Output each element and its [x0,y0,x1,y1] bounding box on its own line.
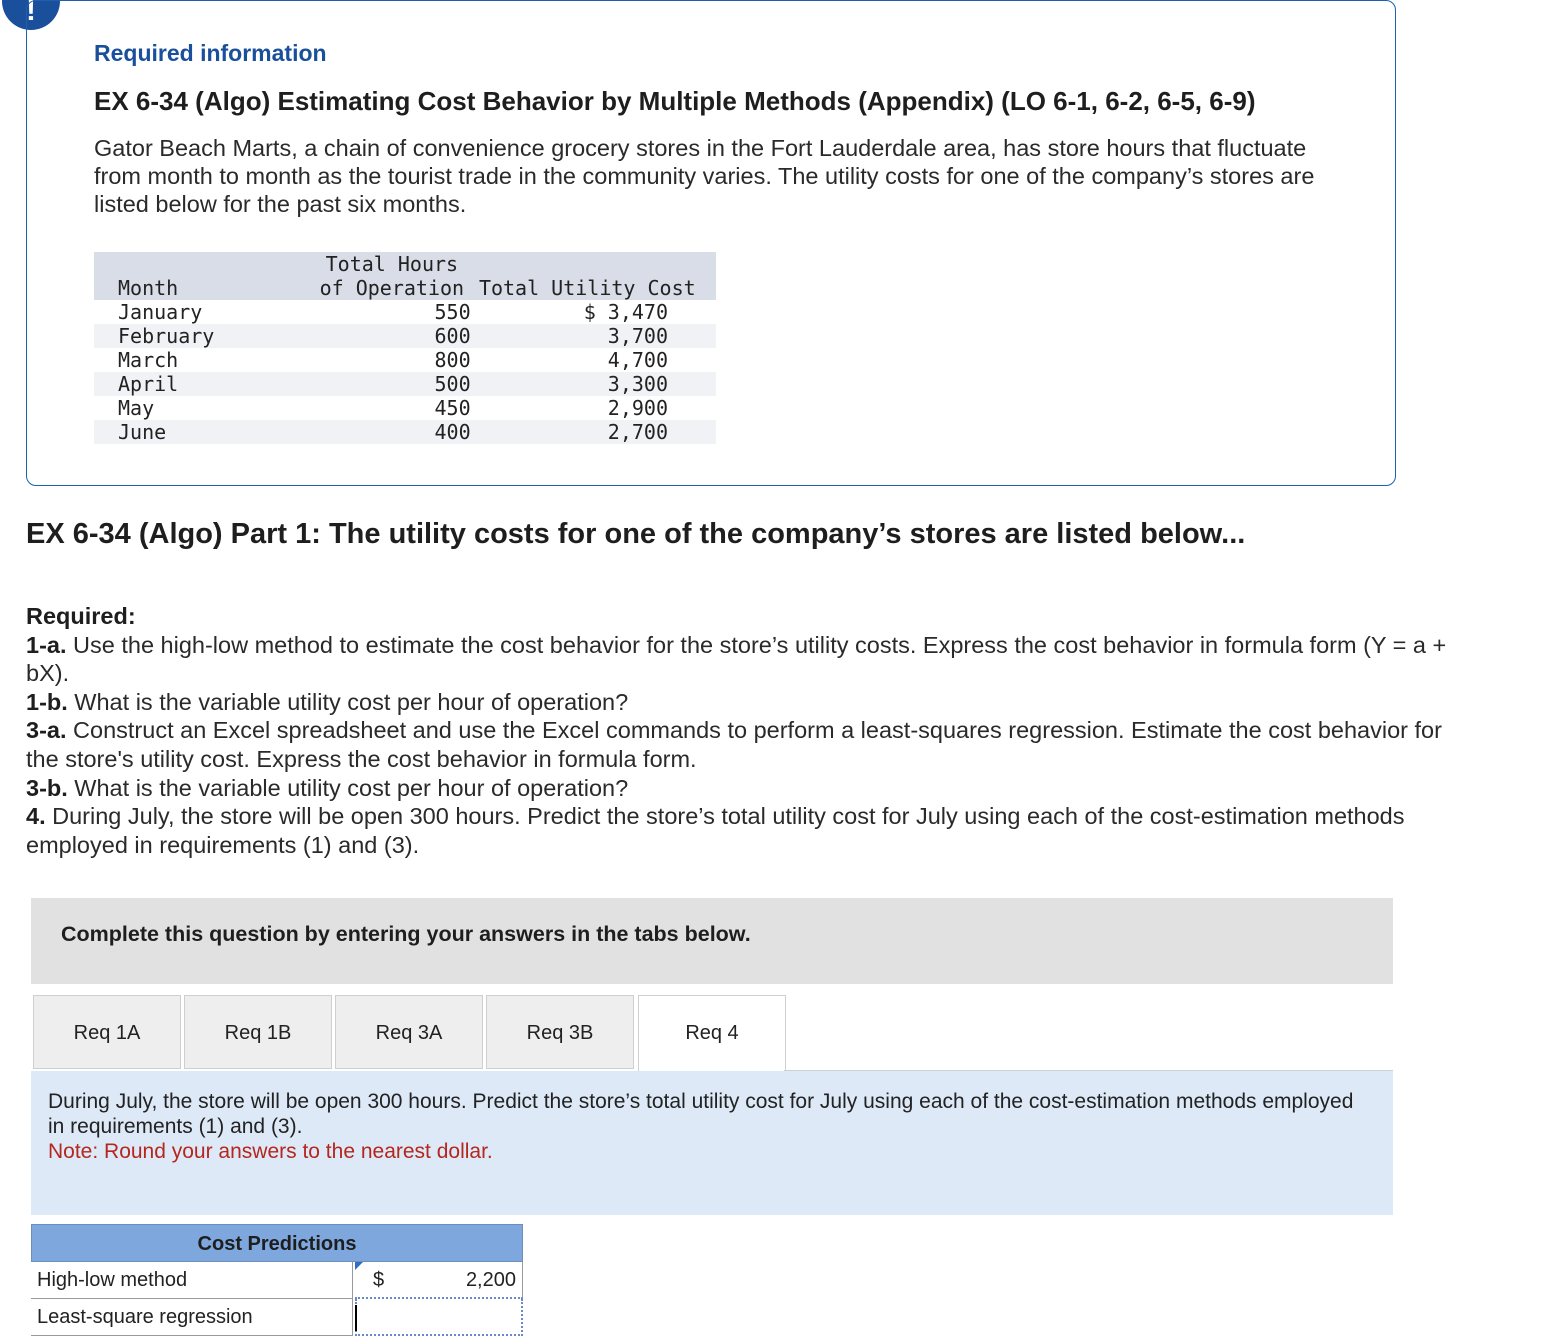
tab-req-1b[interactable]: Req 1B [184,995,332,1069]
table-row [31,1262,523,1299]
cost-cell: 2,700 [471,420,716,444]
high-low-answer-input[interactable] [355,1262,523,1299]
table-row [31,1299,523,1336]
header-hours: Total Hours of Operation [313,252,471,300]
panel-instructions [48,1089,1368,1164]
cost-cell: 3,300 [471,372,716,396]
tab-panel [31,1071,1393,1215]
requirement-item: 1-b. What is the variable utility cost per hour of operation? [26,688,629,715]
hours-cell: 400 [313,420,471,444]
hours-cell: 450 [434,396,471,420]
header-month: Month [94,252,313,300]
required-heading: Required: [26,603,136,629]
table-row [94,300,716,324]
utility-cost-table [94,252,716,444]
month-cell: June [94,420,313,444]
cost-cell: 2,900 [607,396,668,420]
month-cell: May [118,396,155,420]
answer-flag-icon [355,1262,363,1270]
panel-question: During July, the store will be open 300 hours. Predict the store’s total utility cost for July using each of the cost-estimation methods employed in requirements (1) and (3). [48,1090,1354,1138]
table-row [94,324,716,348]
tab-req-3b[interactable]: Req 3B [486,995,634,1069]
month-cell: April [94,372,313,396]
table-row [94,348,716,372]
hours-cell: 600 [313,324,471,348]
high-low-value: 2,200 [465,1269,516,1291]
table-row [94,420,716,444]
text-cursor [355,1305,357,1331]
requirement-item: 1-a. Use the high-low method to estimate the cost behavior for the store’s utility costs. Express the cost behavior in formula form (Y = a + bX). [26,631,1447,687]
required-information-label: Required information [94,40,327,66]
instructions-bar [31,898,1393,984]
table-row [94,396,716,420]
tab-req-1a[interactable]: Req 1A [33,995,181,1069]
alert-icon: ! [2,0,60,30]
least-squares-label: Least-square regression [31,1299,353,1336]
tab-req-3a[interactable]: Req 3A [335,995,483,1069]
instructions-text: Complete this question by entering your answers in the tabs below. [61,922,751,946]
requirement-item: 3-a. Construct an Excel spreadsheet and use the Excel commands to perform a least-squares regression. Estimate the cost behavior for the store's utility cost. Express the cost behavior in formula form. [26,717,1442,772]
exercise-title: EX 6-34 (Algo) Estimating Cost Behavior by Multiple Methods (Appendix) (LO 6-1, 6-2, 6-5, 6-9) [94,86,1256,116]
month-cell: March [118,348,179,372]
table-row [94,372,716,396]
cost-cell: $ 3,470 [583,300,668,324]
intro-text: Gator Beach Marts, a chain of convenience grocery stores in the Fort Lauderdale area, has store hours that fluctuate from month to month as the tourist trade in the community varies. The utility costs for one of the company’s stores are listed below for the past six months. [94,135,1315,217]
rounding-note: Note: Round your answers to the nearest dollar. [48,1140,493,1163]
cost-cell: 3,700 [471,324,716,348]
high-low-label: High-low method [31,1262,353,1299]
header-cost: Total Utility Cost [471,252,716,300]
least-squares-answer-input[interactable] [355,1299,523,1336]
month-cell: February [94,324,313,348]
hours-cell: 800 [434,348,471,372]
part-title: EX 6-34 (Algo) Part 1: The utility costs for one of the company’s stores are listed below... [26,518,1246,550]
cost-cell: 4,700 [607,348,668,372]
currency-symbol: $ [373,1269,385,1291]
hours-cell: 550 [434,300,471,324]
requirements-list [26,602,1466,859]
requirement-item: 4. During July, the store will be open 300 hours. Predict the store’s total utility cost for July using each of the cost-estimation methods employed in requirements (1) and (3). [26,803,1405,858]
month-cell: January [118,300,203,324]
hours-cell: 500 [313,372,471,396]
tab-req-4[interactable]: Req 4 [638,995,786,1071]
requirement-item: 3-b. What is the variable utility cost per hour of operation? [26,774,629,801]
cost-predictions-header: Cost Predictions [31,1224,523,1262]
